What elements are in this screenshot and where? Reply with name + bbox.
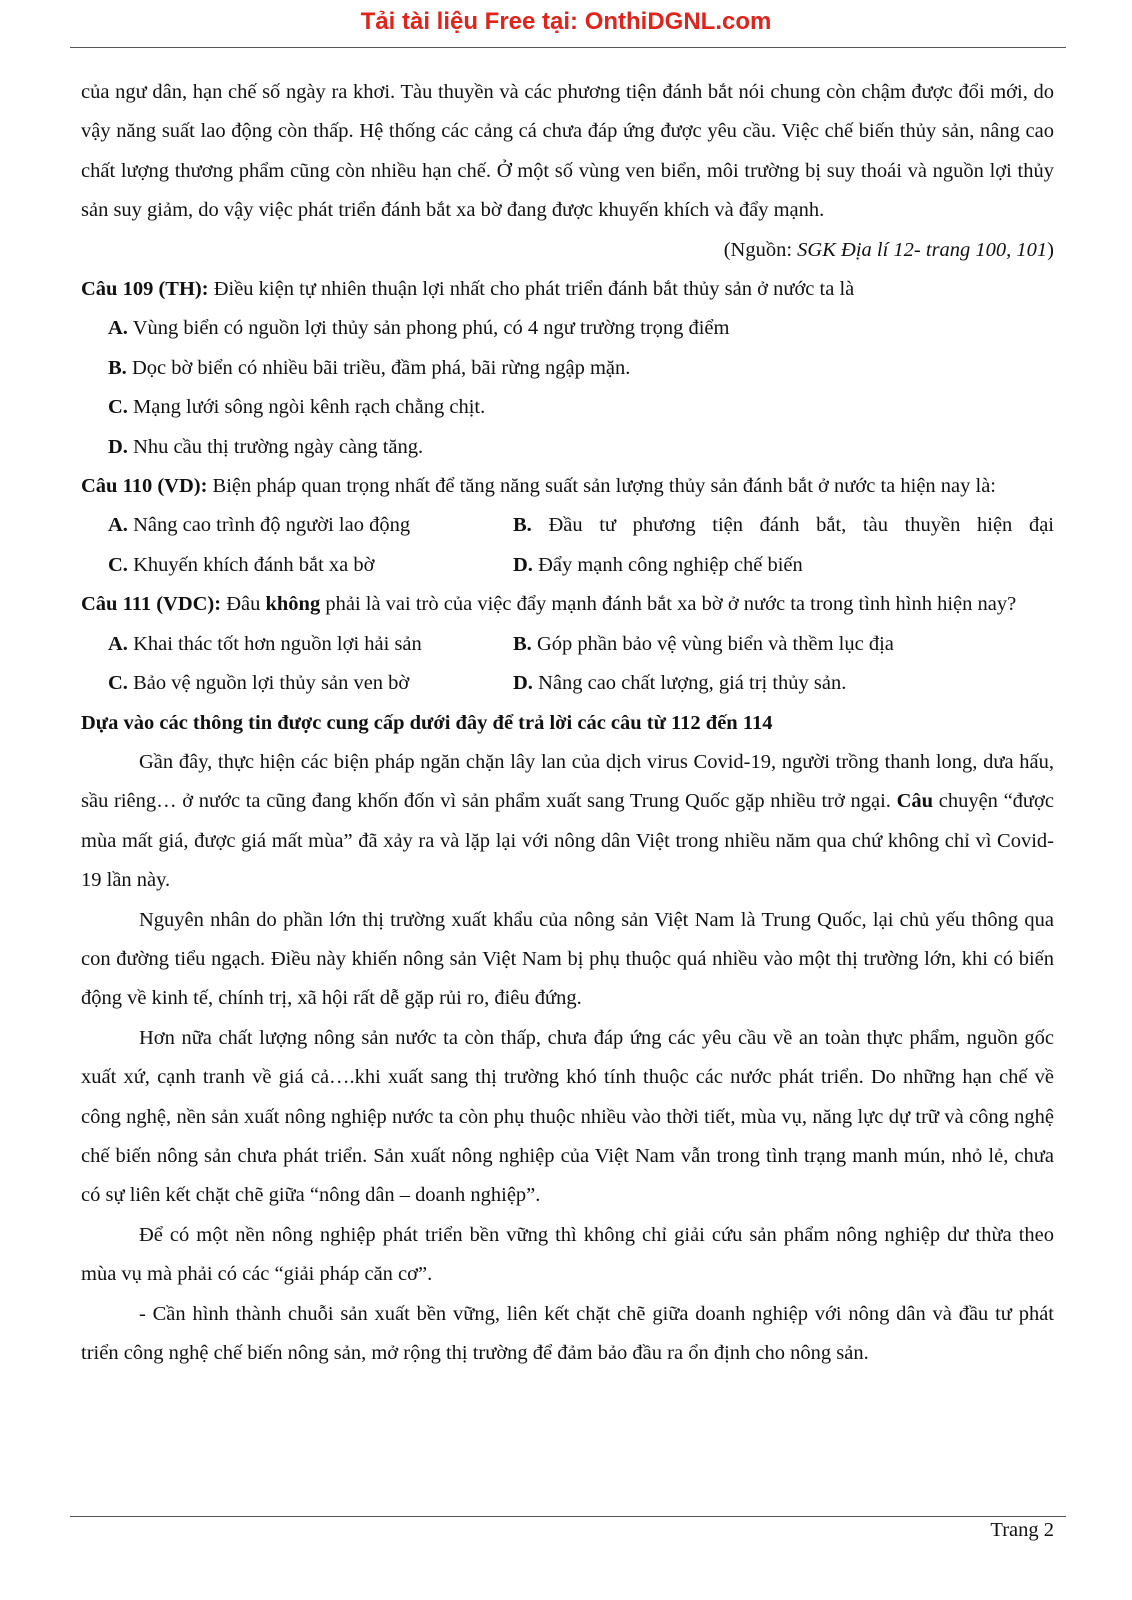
footer-divider <box>70 1516 1066 1517</box>
options-row <box>81 506 1054 545</box>
options-row <box>81 664 1054 703</box>
passage-heading: Dựa vào các thông tin được cung cấp dưới đây để trả lời các câu từ 112 đến 114 <box>81 711 773 734</box>
question-110: Câu 110 (VD): Biện pháp quan trọng nhất để tăng năng suất sản lượng thủy sản đánh bắt ở nước ta hiện nay là: <box>81 475 997 498</box>
options-row <box>81 546 1054 585</box>
option-110-b: B. Đầu tư phương tiện đánh bắt, tàu thuyền hiện đại <box>513 514 1054 537</box>
question-109: Câu 109 (TH): Điều kiện tự nhiên thuận lợi nhất cho phát triển đánh bắt thủy sản ở nước ta là <box>81 278 855 301</box>
option-111-b: B. Góp phần bảo vệ vùng biển và thềm lục địa <box>513 632 894 655</box>
header-divider <box>70 47 1066 48</box>
option-111-d: D. Nâng cao chất lượng, giá trị thủy sản. <box>513 672 847 695</box>
page-body <box>81 73 1054 1373</box>
intro-paragraph: của ngư dân, hạn chế số ngày ra khơi. Tàu thuyền và các phương tiện đánh bắt nói chung còn chậm được đổi mới, do vậy năng suất lao động còn thấp. Hệ thống các cảng cá chưa đáp ứng được yêu cầu. Việc chế biến thủy sản, nâng cao chất lượng thương phẩm cũng còn nhiều hạn chế. Ở một số vùng ven biển, môi trường bị suy thoái và nguồn lợi thủy sản suy giảm, do vậy việc phát triển đánh bắt xa bờ đang được khuyến khích và đẩy mạnh. <box>81 81 1054 222</box>
option-109-a: A. Vùng biển có nguồn lợi thủy sản phong phú, có 4 ngư trường trọng điểm <box>108 317 730 340</box>
question-label: Câu 110 (VD): <box>81 475 208 498</box>
option-109-b: B. Dọc bờ biển có nhiều bãi triều, đầm phá, bãi rừng ngập mặn. <box>108 356 631 379</box>
passage-paragraph-3: Hơn nữa chất lượng nông sản nước ta còn thấp, chưa đáp ứng các yêu cầu về an toàn thực phẩm, nguồn gốc xuất xứ, cạnh tranh về giá cả….khi xuất sang thị trường khó tính thuộc các nước phát triển. Do những hạn chế về công nghệ, nền sản xuất nông nghiệp nước ta còn phụ thuộc nhiều vào thời tiết, mùa vụ, năng lực dự trữ và công nghệ chế biến nông sản chưa phát triển. Sản xuất nông nghiệp của Việt Nam vẫn trong tình trạng manh mún, nhỏ lẻ, chưa có sự liên kết chặt chẽ giữa “nông dân – doanh nghiệp”. <box>81 1026 1054 1207</box>
option-109-d: D. Nhu cầu thị trường ngày càng tăng. <box>108 435 424 458</box>
option-111-c: C. Bảo vệ nguồn lợi thủy sản ven bờ <box>108 672 410 695</box>
source-citation: (Nguồn: SGK Địa lí 12- trang 100, 101) <box>723 238 1054 261</box>
option-110-a: A. Nâng cao trình độ người lao động <box>108 514 411 537</box>
question-label: Câu 111 (VDC): <box>81 593 222 616</box>
passage-paragraph-1: Gần đây, thực hiện các biện pháp ngăn chặn lây lan của dịch virus Covid-19, người trồng thanh long, dưa hấu, sầu riêng… ở nước ta cũng đang khốn đốn vì sản phẩm xuất sang Trung Quốc gặp nhiều trở ngại. Câu chuyện “được mùa mất giá, được giá mất mùa” đã xảy ra và lặp lại với nông dân Việt trong nhiều năm qua chứ không chỉ vì Covid-19 lần này. <box>81 750 1054 892</box>
passage-paragraph-5: - Cần hình thành chuỗi sản xuất bền vững, liên kết chặt chẽ giữa doanh nghiệp với nông dân và đầu tư phát triển công nghệ chế biến nông sản, mở rộng thị trường để đảm bảo đầu ra ổn định cho nông sản. <box>81 1302 1054 1364</box>
passage-paragraph-4: Để có một nền nông nghiệp phát triển bền vững thì không chỉ giải cứu sản phẩm nông nghiệp dư thừa theo mùa vụ mà phải có các “giải pháp căn cơ”. <box>81 1223 1054 1286</box>
option-110-d: D. Đẩy mạnh công nghiệp chế biến <box>513 553 803 576</box>
option-111-a: A. Khai thác tốt hơn nguồn lợi hải sản <box>108 632 422 655</box>
site-banner: Tải tài liệu Free tại: OnthiDGNL.com <box>360 8 772 35</box>
options-row <box>81 625 1054 664</box>
option-109-c: C. Mạng lưới sông ngòi kênh rạch chằng chịt. <box>108 396 486 419</box>
passage-paragraph-2: Nguyên nhân do phần lớn thị trường xuất khẩu của nông sản Việt Nam là Trung Quốc, lại chủ yếu thông qua con đường tiểu ngạch. Điều này khiến nông sản Việt Nam bị phụ thuộc quá nhiều vào một thị trường lớn, khi có biến động về kinh tế, chính trị, xã hội rất dễ gặp rủi ro, điêu đứng. <box>81 908 1054 1010</box>
question-label: Câu 109 (TH): <box>81 278 209 301</box>
page-number: Trang 2 <box>990 1519 1054 1541</box>
option-110-c: C. Khuyến khích đánh bắt xa bờ <box>108 553 375 576</box>
question-111: Câu 111 (VDC): Đâu không phải là vai trò của việc đẩy mạnh đánh bắt xa bờ ở nước ta trong tình hình hiện nay? <box>81 593 1017 616</box>
